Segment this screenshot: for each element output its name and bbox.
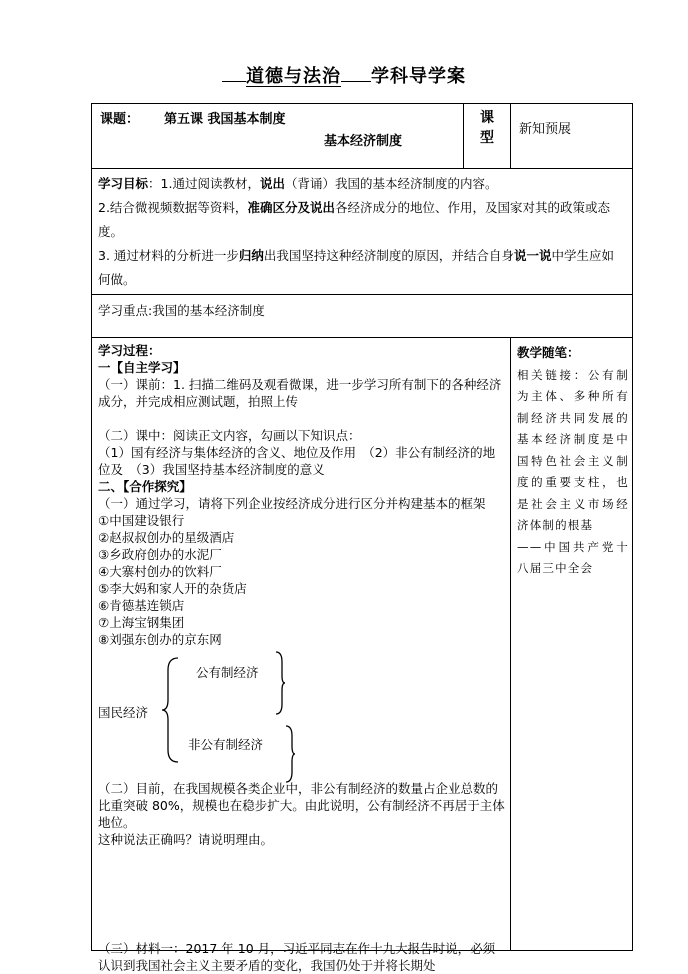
learning-focus: 学习重点:我国的基本经济制度 (92, 295, 633, 338)
doc-title: 学科导学案 (371, 66, 466, 87)
goal-3-text-mid: 出我国坚持这种经济制度的原因，并结合自身 (263, 248, 514, 263)
enterprise-item: ④大寨村创办的饮料厂 (98, 564, 222, 579)
goal-1-keyword: 说出 (259, 176, 285, 191)
goals-label: 学习目标 (98, 176, 149, 191)
teaching-notes-cell (511, 338, 633, 951)
goals-row (92, 169, 633, 295)
goal-1-text-end: （背诵）我国的基本经济制度的内容。 (284, 176, 498, 191)
section-2-task-3: （三）材料一：2017 年 10 月，习近平同志在作十九大报告时说，必须认识到我国社会主义主要矛盾的变化，我国仍处于并将长期处 (98, 941, 496, 973)
enterprise-item: ③乡政府创办的水泥厂 (98, 547, 222, 562)
lesson-label: 课题： (100, 112, 140, 127)
lesson-type-value: 新知预展 (511, 104, 633, 169)
diagram-public-label: 公有制经济 (196, 665, 259, 680)
goal-3-text-end: 中学生应如何做。 (98, 248, 614, 287)
lesson-subtitle: 基本经济制度 (324, 134, 403, 149)
lesson-cell (92, 104, 464, 169)
section-1-in-class: （二）课中：阅读正文内容，勾画以下知识点： (98, 428, 361, 443)
lesson-type-label-cell (464, 104, 511, 169)
focus-row (92, 295, 633, 338)
related-link-source: ——中国共产党十八届三中全会 (517, 539, 629, 575)
economy-framework-diagram (98, 650, 506, 770)
goal-2-text-end: 各经济成分的地位、作用，及国家对其的政策或态度。 (98, 200, 610, 239)
goal-2-keyword: 准确区分及说出 (247, 200, 335, 215)
enterprise-item: ⑧刘强东创办的京东网 (98, 632, 222, 647)
enterprise-list (98, 512, 506, 648)
teaching-notes-label: 教学随笔： (517, 345, 580, 360)
learning-process-cell (92, 338, 511, 973)
diagram-nonpublic-brace (284, 724, 296, 784)
enterprise-item: ⑤李大妈和家人开的杂货店 (98, 581, 247, 596)
enterprise-item: ②赵叔叔创办的星级酒店 (98, 530, 235, 545)
title-underline-right (341, 67, 371, 82)
process-label: 学习过程： (98, 343, 161, 358)
section-2-question: 这种说法正确吗？请说明理由。 (98, 832, 274, 847)
document-title (0, 62, 688, 88)
diagram-nonpublic-label: 非公有制经济 (188, 737, 264, 752)
title-underline-left (222, 67, 246, 82)
subject-name: 道德与法治 (246, 66, 341, 87)
enterprise-item: ⑥肯德基连锁店 (98, 598, 185, 613)
diagram-root-label: 国民经济 (98, 705, 149, 720)
enterprise-item: ⑦上海宝钢集团 (98, 615, 185, 630)
process-row (92, 338, 633, 951)
type-label-top: 课 (480, 110, 494, 126)
goal-1-text: ：1.通过阅读教材， (148, 176, 260, 191)
goal-2-text: 2.结合微视频数据等资料， (98, 200, 248, 215)
diagram-public-brace (274, 650, 286, 716)
goal-3-text: 3. 通过材料的分析进一步 (98, 248, 239, 263)
section-1-points: （1）国有经济与集体经济的含义、地位及作用 （2）非公有制经济的地位及 （3）我国坚持基本经济制度的意义 (98, 445, 496, 477)
related-link-text: 相关链接：公有制为主体、多种所有制经济共同发展的基本经济制度是中国特色社会主义制度的重要支柱，也是社会主义市场经济体制的根基 (517, 367, 629, 532)
diagram-main-brace (160, 656, 180, 764)
type-label-bottom: 型 (480, 130, 494, 146)
lesson-title: 第五课 我国基本制度 (164, 112, 286, 127)
section-2-task-1: （一）通过学习，请将下列企业按经济成分进行区分并构建基本的框架 (98, 496, 486, 511)
study-sheet-table (91, 103, 633, 973)
lesson-row (92, 104, 633, 169)
section-2-heading: 二、【合作探究】 (98, 479, 192, 494)
goal-3-keyword: 归纳 (238, 248, 264, 263)
section-2-task-2: （二）目前，在我国规模各类企业中，非公有制经济的数量占企业总数的比重突破 80%，规模也在稳步扩大。由此说明，公有制经济不再居于主体地位。 (98, 781, 505, 830)
section-1-heading: 一【自主学习】 (98, 360, 186, 375)
section-1-pre-class: （一）课前：1. 扫描二维码及观看微课，进一步学习所有制下的各种经济成分，并完成相应测试题，拍照上传 (98, 377, 502, 409)
learning-goals (92, 169, 633, 295)
enterprise-item: ①中国建设银行 (98, 513, 185, 528)
goal-3-keyword-2: 说一说 (513, 248, 552, 263)
